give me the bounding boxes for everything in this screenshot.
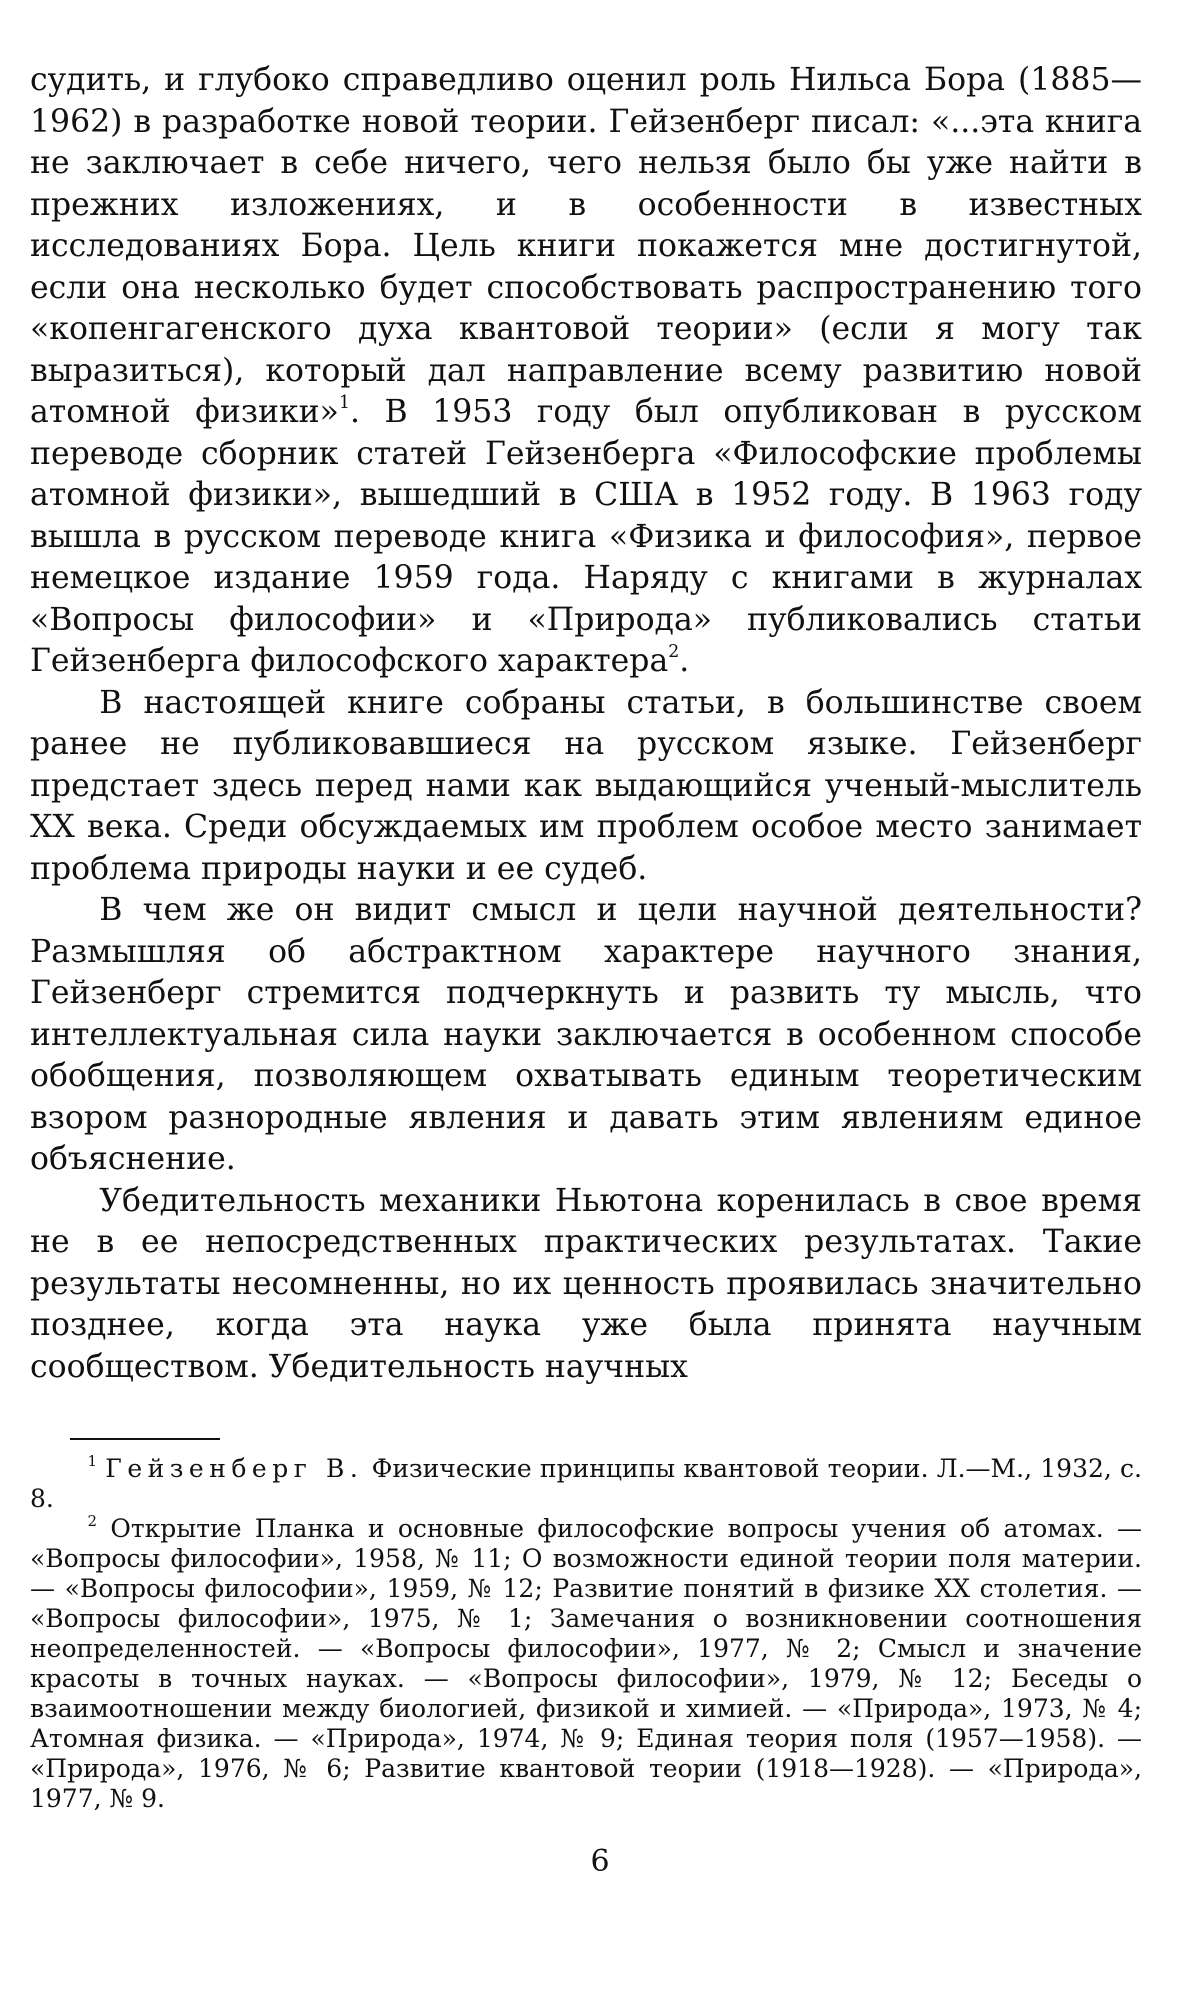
paragraph-1 <box>30 60 1142 683</box>
footnote-text: Физические принципы квантовой теории. Л.—М., 1932, с. 8. <box>30 1454 1142 1513</box>
paragraph-3 <box>30 890 1142 1181</box>
footnote-author: Гейзенберг В. <box>105 1454 364 1483</box>
footnote-mark: 2 <box>87 1511 98 1530</box>
text-run: Убедительность механики Ньютона коренилась в свое время не в ее непосредственных практических результатах. Такие результаты несомненны, но их ценность проявилась значительно позднее, когда эта наука уже была принята научным сообществом. Убедительность научных <box>30 1182 1142 1385</box>
footnote-separator <box>70 1438 220 1440</box>
footnote-text: Открытие Планка и основные философские вопросы учения об атомах. — «Вопросы философии», 1958, № 11; О возможности единой теории поля материи. — «Вопросы философии», 1959, № 12; Развитие понятий в физике XX столетия. — «Вопросы философии», 1975, № 1; Замечания о возникновении соотношения неопределенностей. — «Вопросы философии», 1977, № 2; Смысл и значение красоты в точных науках. — «Вопросы философии», 1979, № 12; Беседы о взаимоотношении между биологией, физикой и химией. — «Природа», 1973, № 4; Атомная физика. — «Природа», 1974, № 9; Единая теория поля (1957—1958). — «Природа», 1976, № 6; Развитие квантовой теории (1918—1928). — «Природа», 1977, № 9. <box>30 1514 1142 1813</box>
main-text <box>30 60 1142 1388</box>
footnote-2 <box>30 1511 1142 1814</box>
paragraph-2 <box>30 683 1142 891</box>
page-number: 6 <box>590 1844 610 1879</box>
footnote-mark: 1 <box>87 1451 98 1470</box>
text-run: . В 1953 году был опубликован в русском переводе сборник статей Гейзенберга «Философские проблемы атомной физики», вышедший в США в 1952 году. В 1963 году вышла в русском переводе книга «Физика и философия», первое немецкое издание 1959 года. Наряду с книгами в журналах «Вопросы философии» и «Природа» публиковались статьи Гейзенберга философского характера <box>30 394 1143 679</box>
footnote-1 <box>30 1451 1142 1514</box>
text-run: В чем же он видит смысл и цели научной деятельности? Размышляя об абстрактном характере научного знания, Гейзенберг стремится подчеркнуть и развить ту мысль, что интеллектуальная сила науки заключается в особенном способе обобщения, позволяющем охватывать единым теоретическим взором разнородные явления и давать этим явлениям единое объяснение. <box>30 892 1142 1177</box>
footnote-ref-2: 2 <box>668 642 680 663</box>
paragraph-4 <box>30 1181 1142 1389</box>
footnotes <box>30 1451 1142 1814</box>
footnote-ref-1: 1 <box>338 393 350 414</box>
text-run: . <box>679 643 690 679</box>
text-run: судить, и глубоко справедливо оценил роль Нильса Бора (1885—1962) в разработке новой теории. Гейзенберг писал: «...эта книга не заключает в себе ничего, чего нельзя было бы уже найти в прежних изложениях, и в особенности в известных исследованиях Бора. Цель книги покажется мне достигнутой, если она несколько будет способствовать распространению того «копенгагенского духа квантовой теории» (если я могу так выразиться), который дал направление всему развитию новой атомной физики» <box>30 62 1142 430</box>
page-content <box>30 60 1142 1814</box>
text-run: В настоящей книге собраны статьи, в большинстве своем ранее не публиковавшиеся на русском языке. Гейзенберг предстает здесь перед нами как выдающийся ученый-мыслитель XX века. Среди обсуждаемых им проблем особое место занимает проблема природы науки и ее судеб. <box>30 684 1142 887</box>
